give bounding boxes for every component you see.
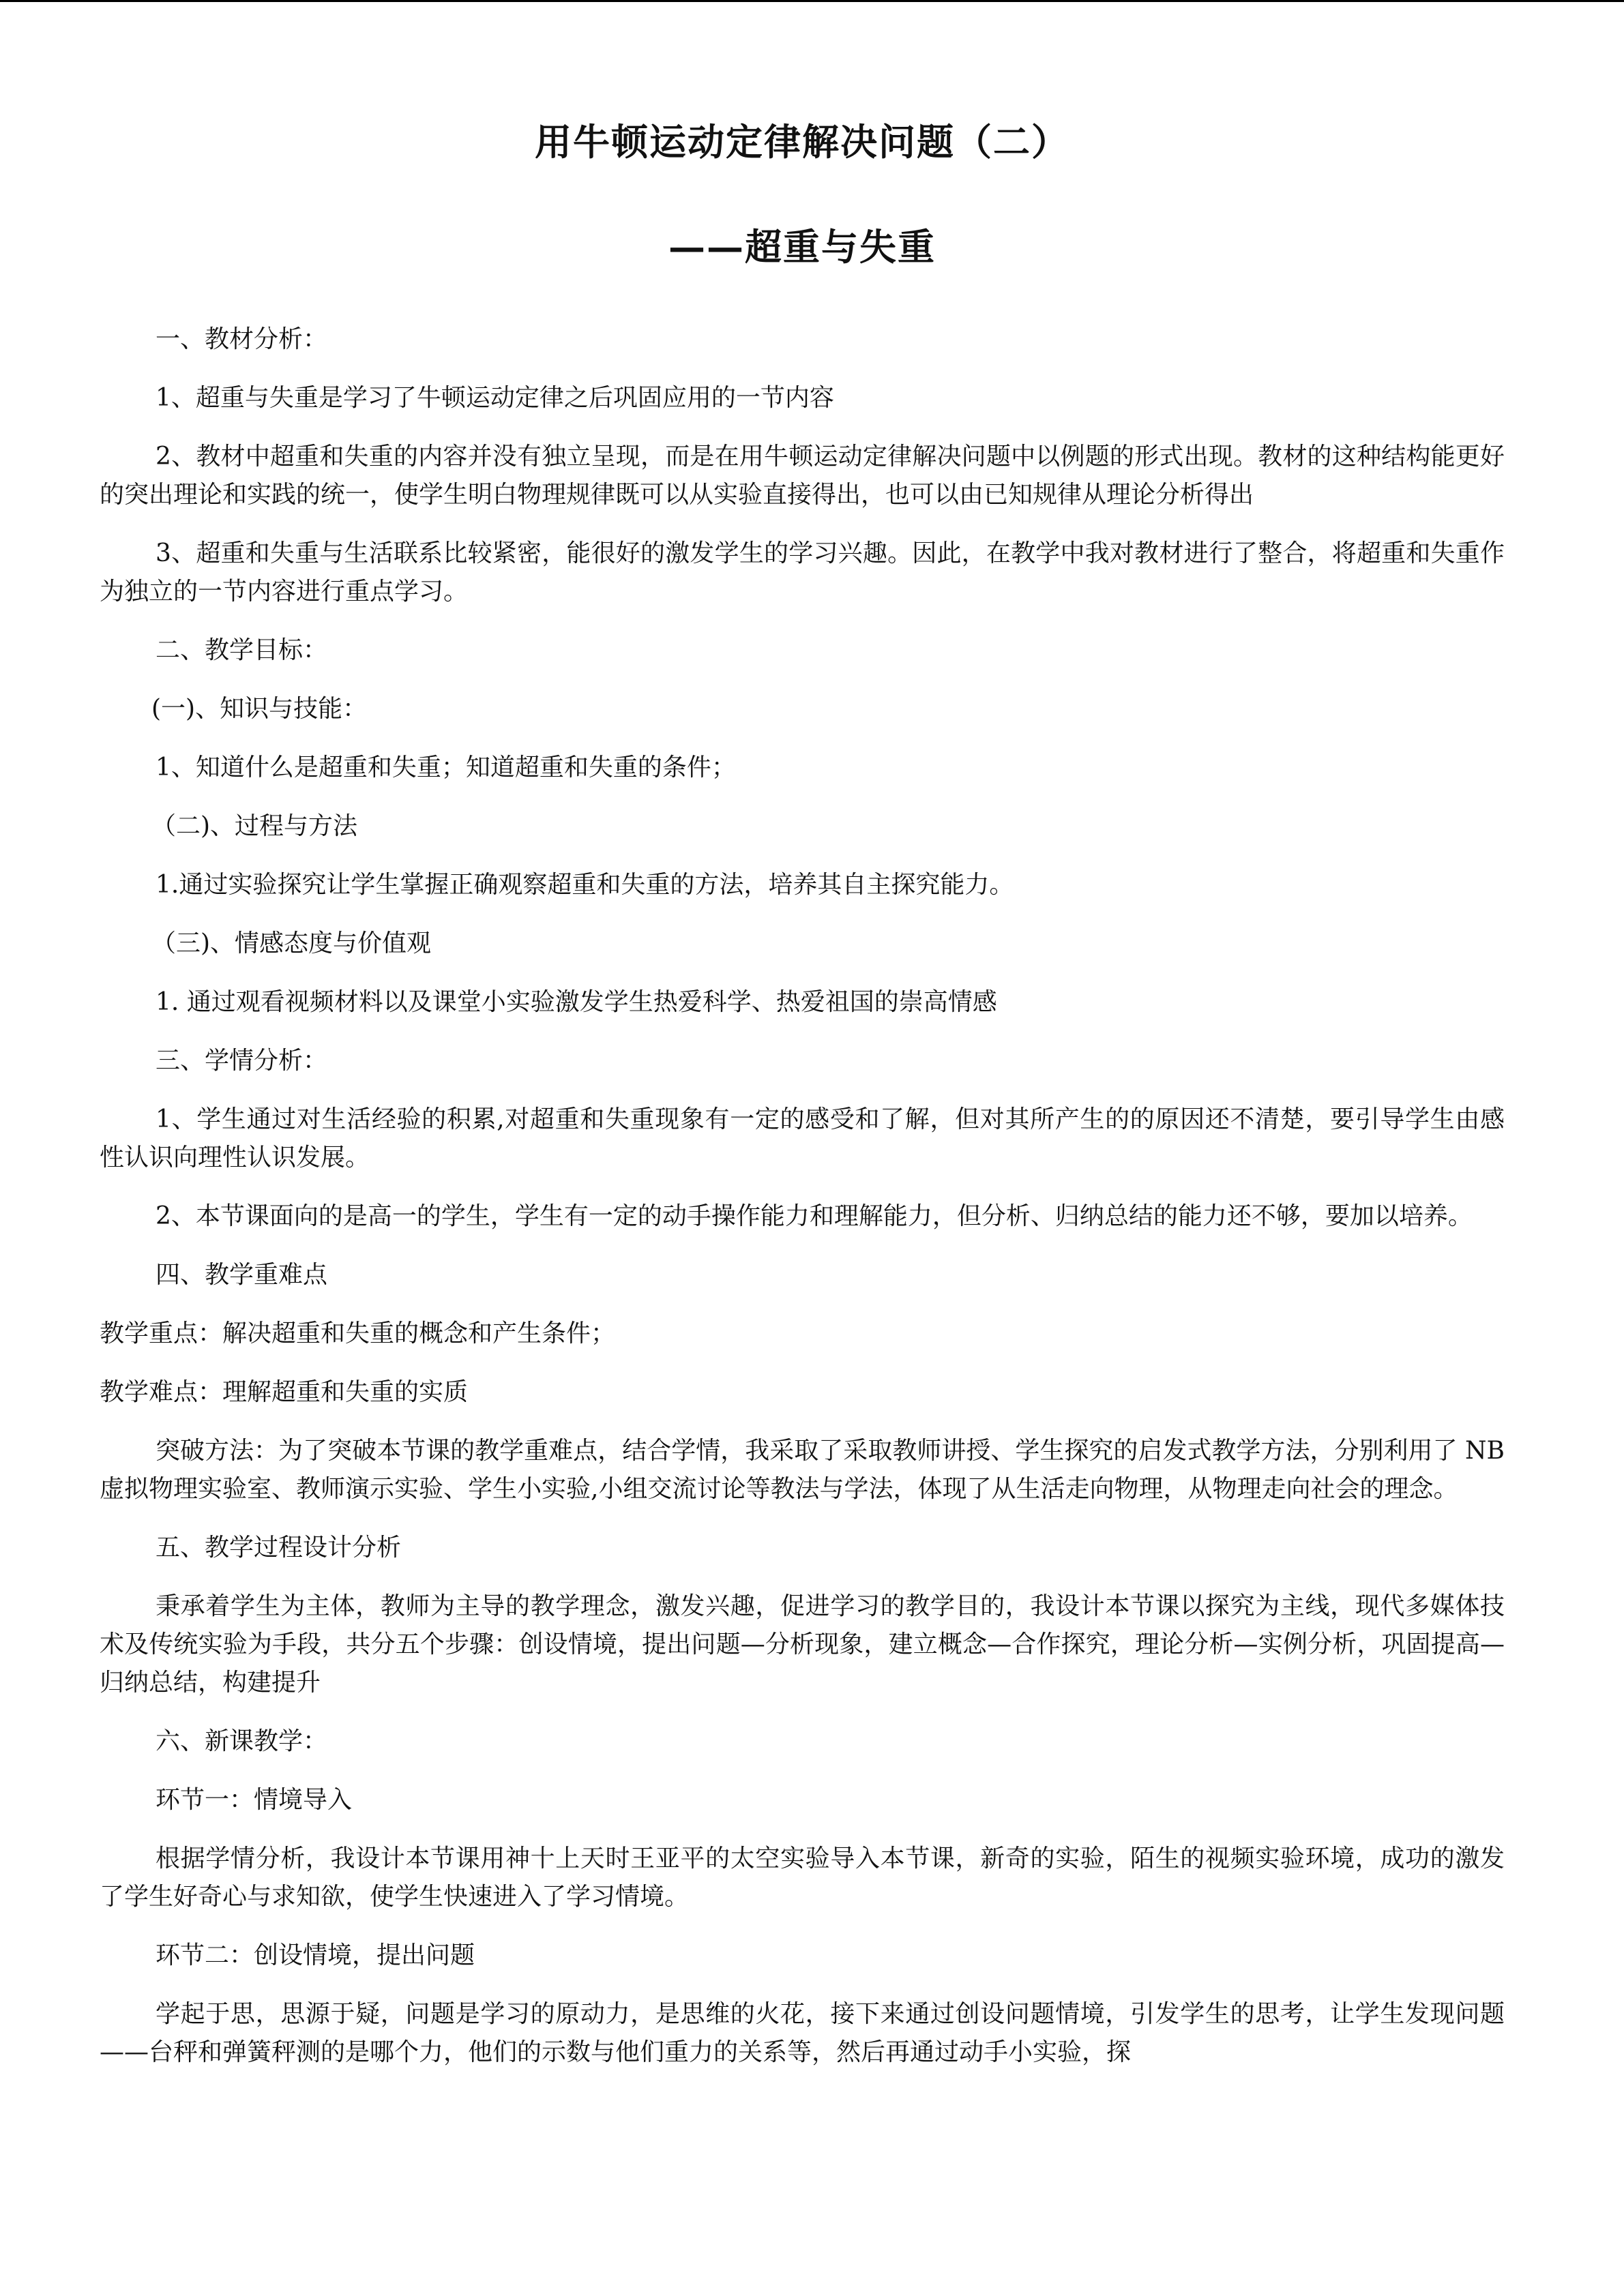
top-border-line <box>0 0 1624 2</box>
paragraph: 3、超重和失重与生活联系比较紧密，能很好的激发学生的学习兴趣。因此，在教学中我对教材进行了整合，将超重和失重作为独立的一节内容进行重点学习。 <box>100 539 1505 606</box>
paragraph: 1、学生通过对生活经验的积累,对超重和失重现象有一定的感受和了解，但对其所产生的的原因还不清楚，要引导学生由感性认识向理性认识发展。 <box>100 1105 1505 1172</box>
subheading-step-two: 环节二：创设情境，提出问题 <box>156 1941 475 1969</box>
paragraph: 1、知道什么是超重和失重；知道超重和失重的条件； <box>156 754 736 781</box>
subheading-knowledge-skills: (一)、知识与技能： <box>151 695 368 723</box>
paragraph: 学起于思，思源于疑，问题是学习的原动力，是思维的火花，接下来通过创设问题情境，引发学生的思考，让学生发现问题——台秤和弹簧秤测的是哪个力，他们的示数与他们重力的关系等，然后再通过动手小实验，探 <box>100 2000 1505 2066</box>
section-heading-student-analysis: 三、学情分析： <box>156 1047 328 1075</box>
paragraph-key-point: 教学重点：解决超重和失重的概念和产生条件； <box>100 1320 616 1347</box>
subheading-process-methods: （二)、过程与方法 <box>151 812 358 840</box>
document-subtitle: ——超重与失重 <box>668 225 936 269</box>
subheading-step-one: 环节一：情境导入 <box>156 1786 353 1814</box>
section-heading-process-design: 五、教学过程设计分析 <box>156 1534 402 1562</box>
paragraph: 根据学情分析，我设计本节课用神十上天时王亚平的太空实验导入本节课，新奇的实验，陌生的视频实验环境，成功的激发了学生好奇心与求知欲，使学生快速进入了学习情境。 <box>100 1845 1505 1911</box>
section-heading-textbook-analysis: 一、教材分析： <box>156 325 328 353</box>
paragraph: 2、本节课面向的是高一的学生，学生有一定的动手操作能力和理解能力，但分析、归纳总结的能力还不够，要加以培养。 <box>156 1202 1473 1230</box>
paragraph: 突破方法：为了突破本节课的教学重难点，结合学情，我采取了采取教师讲授、学生探究的启发式教学方法，分别利用了 NB 虚拟物理实验室、教师演示实验、学生小实验,小组交流讨论等教法与学法，体现了从生活走向物理，从物理走向社会的理念。 <box>100 1437 1505 1503</box>
paragraph: 秉承着学生为主体，教师为主导的教学理念，激发兴趣，促进学习的教学目的，我设计本节课以探究为主线，现代多媒体技术及传统实验为手段，共分五个步骤：创设情境，提出问题—分析现象，建立概念—合作探究，理论分析—实例分析，巩固提高—归纳总结，构建提升 <box>100 1592 1505 1697</box>
section-heading-new-lesson: 六、新课教学： <box>156 1727 328 1755</box>
document-title: 用牛顿运动定律解决问题（二） <box>535 120 1069 164</box>
paragraph: 2、教材中超重和失重的内容并没有独立呈现，而是在用牛顿运动定律解决问题中以例题的形式出现。教材的这种结构能更好的突出理论和实践的统一，使学生明白物理规律既可以从实验直接得出，也可以由已知规律从理论分析得出 <box>100 443 1505 509</box>
paragraph: 1.通过实验探究让学生掌握正确观察超重和失重的方法，培养其自主探究能力。 <box>156 871 1014 899</box>
section-heading-key-difficulties: 四、教学重难点 <box>156 1261 328 1289</box>
paragraph: 1. 通过观看视频材料以及课堂小实验激发学生热爱科学、热爱祖国的崇高情感 <box>156 988 997 1016</box>
paragraph: 1、超重与失重是学习了牛顿运动定律之后巩固应用的一节内容 <box>156 384 834 412</box>
subheading-emotion-values: （三)、情感态度与价值观 <box>151 929 432 957</box>
paragraph-difficulty: 教学难点：理解超重和失重的实质 <box>100 1378 469 1406</box>
document-page <box>100 116 1505 2092</box>
section-heading-teaching-goals: 二、教学目标： <box>156 636 328 664</box>
